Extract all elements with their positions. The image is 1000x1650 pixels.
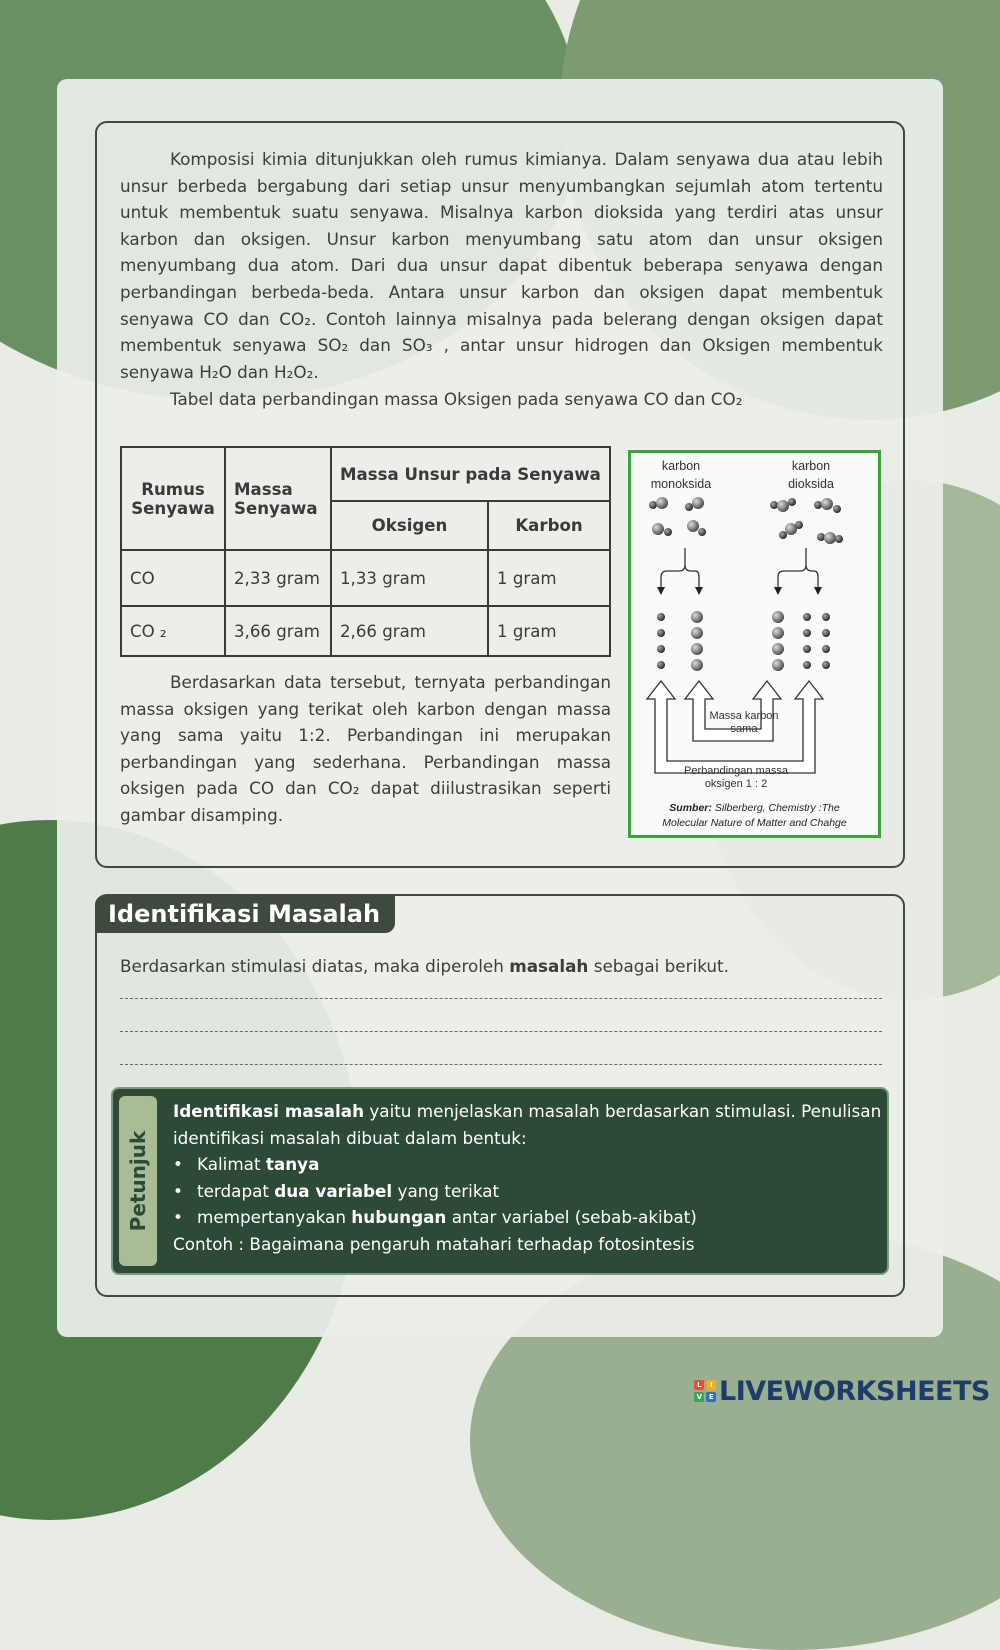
label-massa-karbon: Massa karbon sama xyxy=(709,710,779,735)
co-molecules xyxy=(649,497,706,536)
brand-name: LIVEWORKSHEETS xyxy=(719,1375,990,1407)
answer-line-3[interactable] xyxy=(120,1064,882,1065)
table-row xyxy=(121,606,610,656)
cell-rumus: CO ₂ xyxy=(121,606,225,656)
liveworksheets-logo[interactable] xyxy=(694,1376,990,1406)
split-arrows xyxy=(661,548,818,587)
ratio-illustration xyxy=(628,450,881,838)
hint-bullet: • mempertanyakan hubungan antar variabel (sebab-akibat) xyxy=(173,1207,697,1228)
header-karbon: Karbon xyxy=(488,501,610,550)
cell-karbon: 1 gram xyxy=(488,606,610,656)
arrow-heads xyxy=(657,587,822,595)
cell-massa: 2,33 gram xyxy=(225,550,331,606)
cell-oksigen: 2,66 gram xyxy=(331,606,488,656)
answer-line-2[interactable] xyxy=(120,1031,882,1032)
hint-text: Identifikasi masalah yaitu menjelaskan masalah berdasarkan stimulasi. Penulisan identifikasi masalah dibuat dalam bentuk: • Kalimat tanya • terdapat dua variabel yang terikat • mempertanyakan hubungan antar variabel (sebab-akibat) Contoh : Bagaimana pengaruh matahari terhadap fotosintesis xyxy=(173,1098,893,1258)
header-massa: Massa Senyawa xyxy=(225,447,331,550)
hint-example: Contoh : Bagaimana pengaruh matahari terhadap fotosintesis xyxy=(173,1233,695,1254)
answer-line-1[interactable] xyxy=(120,998,882,999)
label-perbandingan: Perbandingan massa oksigen 1 : 2 xyxy=(684,765,788,790)
conclusion-paragraph: Berdasarkan data tersebut, ternyata perbandingan massa oksigen yang terikat oleh karbon dengan massa yang sama yaitu 1:2. Perbandingan ini merupakan perbandingan yang sederhana. Perbandingan massa oksigen pada CO dan CO₂ dapat diilustrasikan seperti gambar disamping. xyxy=(120,672,611,825)
cell-karbon: 1 gram xyxy=(488,550,610,606)
co2-molecules xyxy=(770,498,843,544)
label-monoksida: karbon monoksida xyxy=(650,459,712,491)
header-massa-unsur: Massa Unsur pada Senyawa xyxy=(331,447,610,501)
table-row xyxy=(121,550,610,606)
section-title: Identifikasi Masalah xyxy=(95,895,395,933)
problem-intro: Berdasarkan stimulasi diatas, maka diperoleh masalah sebagai berikut. xyxy=(120,956,729,976)
header-oksigen: Oksigen xyxy=(331,501,488,550)
table-caption: Tabel data perbandingan massa Oksigen pada senyawa CO dan CO₂ xyxy=(170,389,743,409)
molecule-diagram xyxy=(631,453,878,793)
logo-grid-icon: L I V E xyxy=(694,1380,716,1402)
atom-columns xyxy=(657,611,830,671)
cell-massa: 3,66 gram xyxy=(225,606,331,656)
mass-table xyxy=(120,446,611,657)
cell-oksigen: 1,33 gram xyxy=(331,550,488,606)
hint-bullet: • Kalimat tanya xyxy=(173,1154,320,1175)
cell-rumus: CO xyxy=(121,550,225,606)
hint-bullet: • terdapat dua variabel yang terikat xyxy=(173,1180,500,1201)
figure-source: Sumber: Silberberg, Chemistry :The Molecular Nature of Matter and Chahge xyxy=(662,802,847,829)
header-rumus: Rumus Senyawa xyxy=(121,447,225,550)
hint-side-label: Petunjuk xyxy=(119,1096,157,1266)
intro-paragraph: Komposisi kimia ditunjukkan oleh rumus kimianya. Dalam senyawa dua atau lebih unsur berbeda bergabung dari setiap unsur menyumbangkan sejumlah atom tertentu untuk membentuk suatu senyawa. Misalnya karbon dioksida yang terdiri atas unsur karbon dan oksigen. Unsur karbon menyumbang satu atom dan unsur oksigen menyumbang dua atom. Dari dua unsur dapat dibentuk beberapa senyawa dengan perbandingan berbeda-beda. Antara unsur karbon dan oksigen dapat membentuk senyawa CO dan CO₂. Contoh lainnya misalnya pada belerang dengan oksigen dapat membentuk senyawa SO₂ dan SO₃ , antar unsur hidrogen dan Oksigen membentuk senyawa H₂O dan H₂O₂. xyxy=(120,149,883,382)
label-dioksida: karbon dioksida xyxy=(788,459,834,491)
